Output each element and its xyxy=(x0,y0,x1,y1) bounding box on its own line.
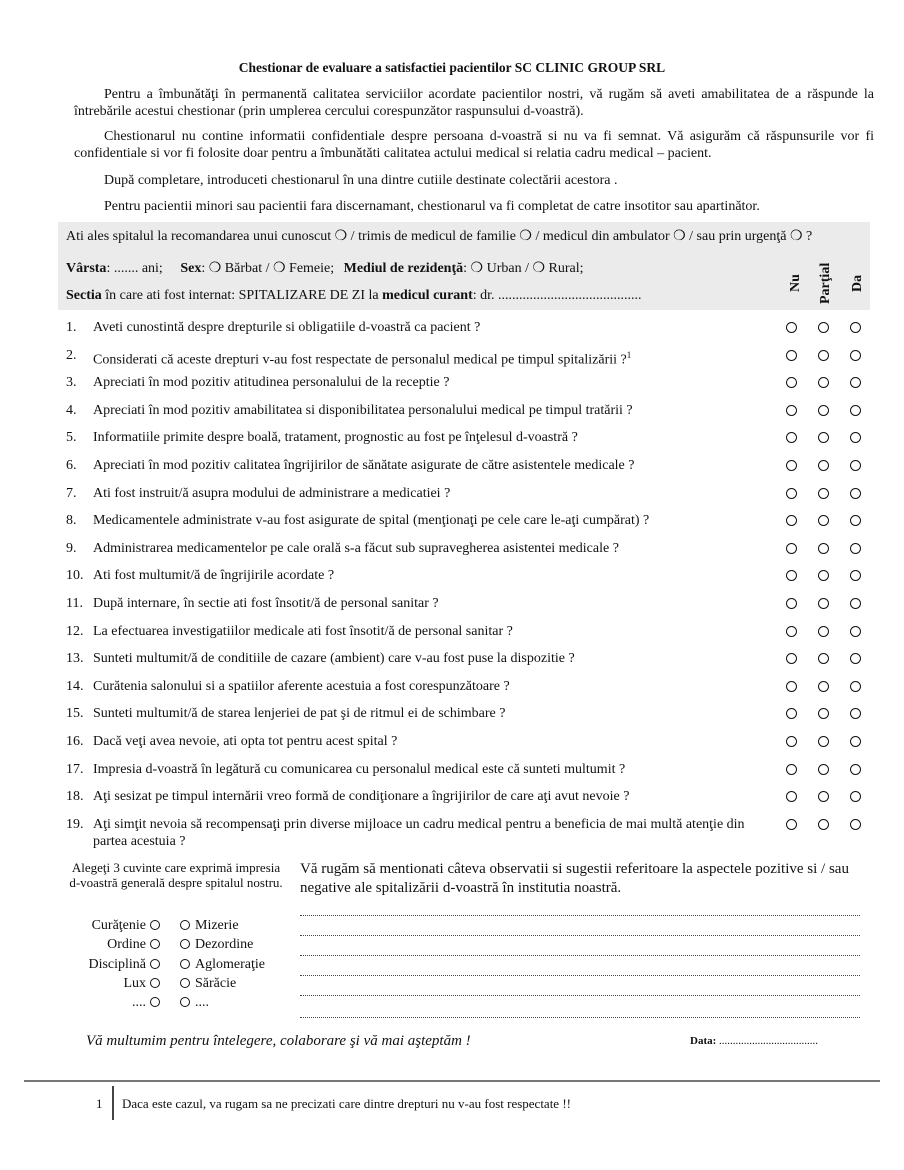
answer-nu-radio[interactable] xyxy=(786,515,797,526)
date-dots[interactable]: .................................... xyxy=(719,1035,819,1047)
question-row xyxy=(66,402,763,419)
question-label: Ati fost instruit/ă asupra modului de administrare a medicatiei ? xyxy=(93,486,451,501)
answer-nu-radio[interactable] xyxy=(786,736,797,747)
answer-da-radio[interactable] xyxy=(850,405,861,416)
question-text xyxy=(93,623,763,640)
doctor-field[interactable]: : dr. ......................................... xyxy=(472,288,642,303)
question-row xyxy=(66,319,763,336)
question-number: 5. xyxy=(66,430,77,445)
question-row xyxy=(66,788,763,805)
answer-partial-radio[interactable] xyxy=(818,791,829,802)
footnote-ref: 1 xyxy=(626,350,632,360)
answer-partial-radio[interactable] xyxy=(818,598,829,609)
question-label: Administrarea medicamentelor pe cale orală s-a făcut sub supravegherea asistentei medicale ? xyxy=(93,541,619,556)
answer-da-radio[interactable] xyxy=(850,791,861,802)
answer-partial-radio[interactable] xyxy=(818,653,829,664)
answer-partial-radio[interactable] xyxy=(818,681,829,692)
section-line[interactable] xyxy=(66,288,642,304)
answer-da-radio[interactable] xyxy=(850,515,861,526)
word-radio[interactable] xyxy=(180,978,190,988)
question-number: 13. xyxy=(66,651,84,666)
word-label: Aglomeraţie xyxy=(195,957,265,972)
word-radio[interactable] xyxy=(180,939,190,949)
word-label: Dezordine xyxy=(195,937,254,952)
word-label: Sărăcie xyxy=(195,976,237,991)
age-field[interactable]: : ....... ani; xyxy=(106,261,163,276)
question-text xyxy=(93,816,763,850)
residence-label: Mediul de rezidenţă xyxy=(343,261,464,276)
question-row xyxy=(66,650,763,667)
intro-paragraph-2: Chestionarul nu contine informatii confidentiale despre persoana d-voastră si nu va fi semnat. Vă asigurăm că răspunsurile vor fi confidentiale si vor fi folosite doar pentru a îmbunătăti calitatea actului medical si relatia cadru medical – pacient. xyxy=(74,129,874,161)
answer-partial-radio[interactable] xyxy=(818,350,829,361)
word-label: Lux xyxy=(123,976,146,991)
intro-paragraph-3: După completare, introduceti chestionarul în una dintre cutiile destinate colectării acestora . xyxy=(104,173,618,188)
sex-label: Sex xyxy=(180,261,202,276)
answer-partial-radio[interactable] xyxy=(818,377,829,388)
question-number: 14. xyxy=(66,679,84,694)
question-number: 17. xyxy=(66,762,84,777)
sex-options[interactable]: : ❍ Bărbat / ❍ Femeie; xyxy=(201,261,335,276)
footnote-divider xyxy=(24,1080,880,1082)
question-row xyxy=(66,540,763,557)
word-label: Ordine xyxy=(107,937,146,952)
answer-nu-radio[interactable] xyxy=(786,460,797,471)
observations-line[interactable] xyxy=(300,934,860,936)
answer-nu-radio[interactable] xyxy=(786,819,797,830)
question-text xyxy=(93,650,763,667)
answer-nu-radio[interactable] xyxy=(786,764,797,775)
question-label: Apreciati în mod pozitiv amabilitatea si disponibilitatea personalului medical pe timpul tratării ? xyxy=(93,403,633,418)
question-text xyxy=(93,567,763,584)
answer-nu-radio[interactable] xyxy=(786,681,797,692)
answer-partial-radio[interactable] xyxy=(818,405,829,416)
answer-partial-radio[interactable] xyxy=(818,736,829,747)
section-value: în care ati fost internat: SPITALIZARE DE ZI la xyxy=(101,288,383,303)
question-number: 18. xyxy=(66,789,84,804)
footnote-text: Daca este cazul, va rugam sa ne precizati care dintre drepturi nu v-au fost respectate !! xyxy=(122,1096,571,1111)
answer-da-radio[interactable] xyxy=(850,708,861,719)
word-radio[interactable] xyxy=(180,920,190,930)
answer-nu-radio[interactable] xyxy=(786,570,797,581)
question-label: Considerati că aceste drepturi v-au fost respectate de personalul medical pe timpul spitalizării ? xyxy=(93,352,627,368)
question-number: 1. xyxy=(66,320,77,335)
question-label: După internare, în sectie ati fost însotit/ă de personal sanitar ? xyxy=(93,596,439,611)
question-number: 7. xyxy=(66,486,77,501)
answer-partial-radio[interactable] xyxy=(818,626,829,637)
question-label: Aţi simţit nevoia să recompensaţi prin diverse mijloace un cadru medical pentru a beneficia de mai multă atenţie din partea acestuia ? xyxy=(93,817,745,849)
question-label: Sunteti multumit/ă de conditiile de cazare (ambient) care v-au fost puse la dispozitie ? xyxy=(93,651,575,666)
question-text xyxy=(93,457,763,474)
question-text xyxy=(93,540,763,557)
question-row xyxy=(66,705,763,722)
answer-da-radio[interactable] xyxy=(850,488,861,499)
question-row xyxy=(66,512,763,529)
answer-da-radio[interactable] xyxy=(850,322,861,333)
observations-line[interactable] xyxy=(300,1016,860,1018)
answer-nu-radio[interactable] xyxy=(786,626,797,637)
question-label: Curătenia salonului si a spatiilor aferente acestuia a fost corespunzătoare ? xyxy=(93,679,510,694)
word-label: Disciplină xyxy=(88,957,146,972)
question-label: Apreciati în mod pozitiv atitudinea personalului de la receptie ? xyxy=(93,375,450,390)
answer-nu-radio[interactable] xyxy=(786,708,797,719)
answer-partial-radio[interactable] xyxy=(818,764,829,775)
word-option-right[interactable] xyxy=(180,976,236,992)
answer-da-radio[interactable] xyxy=(850,460,861,471)
intro-paragraph-1: Pentru a îmbunătăţi în permanentă calitatea serviciilor acordate pacientilor nostri, vă rugăm să aveti amabilitatea de a răspunde la întrebările acestui chestionar (prin umplerea cercului corespunzător raspunsului d-voastră). xyxy=(74,87,874,119)
word-radio[interactable] xyxy=(150,997,160,1007)
word-option-right[interactable] xyxy=(180,937,253,953)
question-label: Aţi sesizat pe timpul internării vreo formă de condiţionare a îngrijirilor de care aţi avut nevoie ? xyxy=(93,789,630,804)
section-label: Sectia xyxy=(66,288,102,303)
question-label: Ati fost multumit/ă de îngrijirile acordate ? xyxy=(93,568,335,583)
answer-nu-radio[interactable] xyxy=(786,405,797,416)
date-label: Data: xyxy=(690,1035,717,1047)
word-radio[interactable] xyxy=(150,978,160,988)
word-option-right[interactable] xyxy=(180,957,265,973)
word-radio[interactable] xyxy=(180,997,190,1007)
question-text xyxy=(93,347,763,369)
answer-da-radio[interactable] xyxy=(850,570,861,581)
answer-da-radio[interactable] xyxy=(850,543,861,554)
question-text xyxy=(93,733,763,750)
question-label: Informatiile primite despre boală, tratament, prognostic au fost pe înţelesul d-voastră ? xyxy=(93,430,578,445)
observations-line[interactable] xyxy=(300,914,860,916)
age-label: Vârsta xyxy=(66,261,107,276)
question-label: Dacă veţi avea nevoie, ati opta tot pentru acest spital ? xyxy=(93,734,398,749)
word-option-left[interactable] xyxy=(123,976,160,992)
question-number: 15. xyxy=(66,706,84,721)
observations-line[interactable] xyxy=(300,954,860,956)
word-option-left[interactable] xyxy=(107,937,160,953)
answer-partial-radio[interactable] xyxy=(818,460,829,471)
answer-nu-radio[interactable] xyxy=(786,350,797,361)
answer-partial-radio[interactable] xyxy=(818,543,829,554)
question-number: 12. xyxy=(66,624,84,639)
question-label: Medicamentele administrate v-au fost asigurate de spital (menţionaţi pe cele care le-aţi cumpărat) ? xyxy=(93,513,650,528)
word-radio[interactable] xyxy=(150,959,160,969)
answer-da-radio[interactable] xyxy=(850,598,861,609)
question-text xyxy=(93,485,763,502)
question-number: 8. xyxy=(66,513,77,528)
question-row xyxy=(66,374,763,391)
question-number: 9. xyxy=(66,541,77,556)
word-option-left[interactable] xyxy=(88,957,160,973)
question-label: Impresia d-voastră în legătură cu comunicarea cu personalul medical este că sunteti multumit ? xyxy=(93,762,626,777)
question-number: 16. xyxy=(66,734,84,749)
answer-nu-radio[interactable] xyxy=(786,598,797,609)
question-number: 6. xyxy=(66,458,77,473)
question-number: 11. xyxy=(66,596,83,611)
observations-instruction: Vă rugăm să mentionati câteva observatii si sugestii referitoare la aspectele pozitive si / sau negative ale spitalizării d-voastră în institutia noastră. xyxy=(300,861,849,896)
residence-options[interactable]: : ❍ Urban / ❍ Rural; xyxy=(463,261,584,276)
answer-partial-radio[interactable] xyxy=(818,322,829,333)
answer-nu-radio[interactable] xyxy=(786,377,797,388)
answer-nu-radio[interactable] xyxy=(786,653,797,664)
intro-paragraph-4: Pentru pacientii minori sau pacientii fara discernamant, chestionarul va fi completat de catre insotitor sau apartinător. xyxy=(104,199,760,214)
answer-nu-radio[interactable] xyxy=(786,543,797,554)
word-option-left[interactable] xyxy=(92,918,160,934)
answer-partial-radio[interactable] xyxy=(818,515,829,526)
word-label: .... xyxy=(195,995,209,1010)
word-radio[interactable] xyxy=(150,939,160,949)
question-label: Sunteti multumit/ă de starea lenjeriei de pat şi de ritmul ei de schimbare ? xyxy=(93,706,506,721)
question-row xyxy=(66,761,763,778)
answer-da-radio[interactable] xyxy=(850,819,861,830)
answer-partial-radio[interactable] xyxy=(818,488,829,499)
answer-da-radio[interactable] xyxy=(850,736,861,747)
demographics-line[interactable] xyxy=(66,260,584,277)
question-text xyxy=(93,512,763,529)
document-title: Chestionar de evaluare a satisfactiei pacientilor SC CLINIC GROUP SRL xyxy=(238,60,666,75)
footnote-number: 1 xyxy=(96,1096,103,1111)
answer-nu-radio[interactable] xyxy=(786,488,797,499)
answer-partial-radio[interactable] xyxy=(818,819,829,830)
word-radio[interactable] xyxy=(150,920,160,930)
answer-partial-radio[interactable] xyxy=(818,432,829,443)
word-label: Curăţenie xyxy=(91,918,146,933)
answer-nu-radio[interactable] xyxy=(786,791,797,802)
answer-da-radio[interactable] xyxy=(850,681,861,692)
question-number: 2. xyxy=(66,348,77,363)
question-row xyxy=(66,429,763,446)
thank-you-note: Vă multumim pentru întelegere, colaborare şi vă mai aşteptăm ! xyxy=(86,1033,471,1049)
answer-nu-radio[interactable] xyxy=(786,322,797,333)
question-label: La efectuarea investigatiilor medicale ati fost însotit/ă de personal sanitar ? xyxy=(93,624,513,639)
question-number: 10. xyxy=(66,568,84,583)
answer-partial-radio[interactable] xyxy=(818,570,829,581)
question-text xyxy=(93,678,763,695)
answer-da-radio[interactable] xyxy=(850,350,861,361)
word-label: Mizerie xyxy=(195,918,239,933)
question-row xyxy=(66,595,763,612)
answer-da-radio[interactable] xyxy=(850,626,861,637)
question-text xyxy=(93,402,763,419)
question-text xyxy=(93,319,763,336)
answer-nu-radio[interactable] xyxy=(786,432,797,443)
question-text xyxy=(93,761,763,778)
column-header-da: Da xyxy=(850,274,865,292)
word-option-right[interactable] xyxy=(180,918,239,934)
word-label: .... xyxy=(132,995,146,1010)
referral-line[interactable]: Ati ales spitalul la recomandarea unui cunoscut ❍ / trimis de medicul de familie ❍ / medicul din ambulator ❍ / sau prin urgenţă ❍ ? xyxy=(66,229,813,244)
question-row xyxy=(66,678,763,695)
question-number: 19. xyxy=(66,817,84,832)
question-text xyxy=(93,374,763,391)
question-row xyxy=(66,485,763,502)
word-radio[interactable] xyxy=(180,959,190,969)
words-instruction: Alegeţi 3 cuvinte care exprimă impresia d-voastră generală despre spitalul nostru. xyxy=(69,860,283,890)
observations-line[interactable] xyxy=(300,974,860,976)
question-text xyxy=(93,788,763,805)
word-option-right[interactable] xyxy=(180,995,209,1011)
footnote-bar xyxy=(112,1086,114,1120)
question-label: Apreciati în mod pozitiv calitatea îngrijirilor de sănătate asigurate de către asistentele medicale ? xyxy=(93,458,635,473)
column-header-nu: Nu xyxy=(788,274,803,292)
answer-da-radio[interactable] xyxy=(850,377,861,388)
answer-da-radio[interactable] xyxy=(850,432,861,443)
question-row xyxy=(66,347,763,369)
question-text xyxy=(93,429,763,446)
answer-partial-radio[interactable] xyxy=(818,708,829,719)
date-field[interactable] xyxy=(690,1035,818,1047)
question-label: Aveti cunostintă despre drepturile si obligatiile d-voastră ca pacient ? xyxy=(93,320,481,335)
question-text xyxy=(93,705,763,722)
question-row xyxy=(66,816,763,850)
answer-da-radio[interactable] xyxy=(850,653,861,664)
question-row xyxy=(66,567,763,584)
word-option-left[interactable] xyxy=(132,995,160,1011)
observations-line[interactable] xyxy=(300,994,860,996)
question-row xyxy=(66,733,763,750)
doctor-label: medicul curant xyxy=(382,288,473,303)
question-number: 3. xyxy=(66,375,77,390)
question-number: 4. xyxy=(66,403,77,418)
question-text xyxy=(93,595,763,612)
column-header-partial: Parţial xyxy=(818,262,833,304)
question-row xyxy=(66,457,763,474)
question-row xyxy=(66,623,763,640)
answer-da-radio[interactable] xyxy=(850,764,861,775)
